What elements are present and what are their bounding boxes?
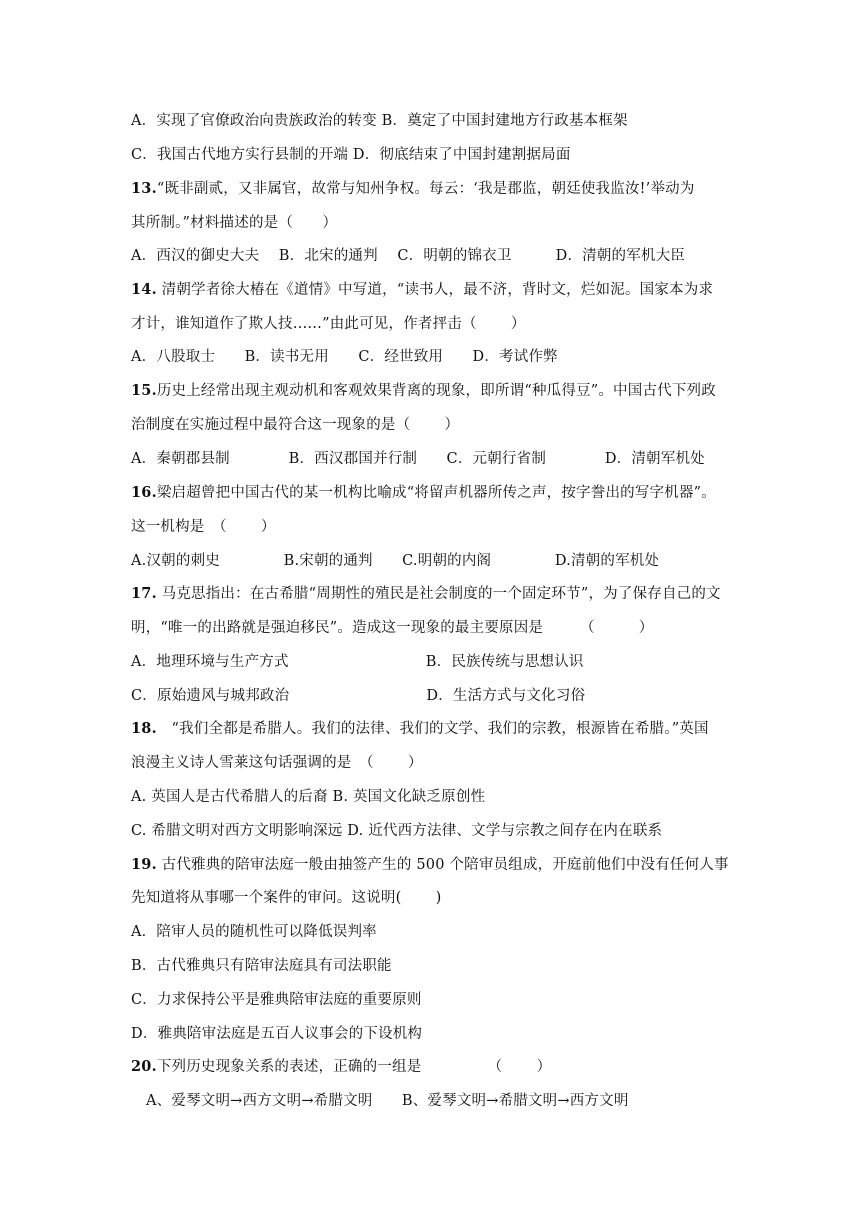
question-16-options: A.汉朝的刺史 B.宋朝的通判 C.明朝的内阁 D.清朝的军机处 bbox=[131, 553, 660, 569]
question-13-line-2: 其所制。”材料描述的是（ ） bbox=[131, 215, 338, 231]
question-15-line-2: 治制度在实施过程中最符合这一现象的是（ ） bbox=[131, 417, 460, 433]
question-19-line-1: 19. 古代雅典的陪审法庭一般由抽签产生的 500 个陪审员组成，开庭前他们中没有任何人事 bbox=[131, 856, 729, 873]
question-16-line-2: 这一机构是 （ ） bbox=[131, 519, 276, 535]
question-19-option-a: A．陪审人员的随机性可以降低误判率 bbox=[131, 924, 377, 940]
question-15-line-1: 15.历史上经常出现主观动机和客观效果背离的现象，即所谓“种瓜得豆”。中国古代下列政 bbox=[131, 382, 716, 399]
question-13-options: A．西汉的御史大夫 B．北宋的通判 C．明朝的锦衣卫 D．清朝的军机大臣 bbox=[131, 248, 686, 264]
question-20-line-1: 20.下列历史现象关系的表述，正确的一组是 （ ） bbox=[131, 1058, 552, 1075]
question-18-line-2: 浪漫主义诗人雪莱这句话强调的是 （ ） bbox=[131, 755, 423, 771]
question-14-line-2: 才计，谁知道作了欺人技……”由此可见，作者抨击（ ） bbox=[131, 316, 526, 332]
question-18-line-1: 18. “我们全都是希腊人。我们的法律、我们的文学、我们的宗教，根源皆在希腊。”英国 bbox=[131, 720, 709, 737]
question-17-options-cd: C．原始遗风与城邦政治 D．生活方式与文化习俗 bbox=[131, 688, 586, 704]
question-17-line-1: 17. 马克思指出：在古希腊“周期性的殖民是社会制度的一个固定环节”，为了保存自己的文 bbox=[131, 585, 721, 602]
question-20-options: A、爱琴文明→西方文明→希腊文明 B、爱琴文明→希腊文明→西方文明 bbox=[146, 1093, 629, 1109]
question-19-option-c: C．力求保持公平是雅典陪审法庭的重要原则 bbox=[131, 992, 422, 1008]
question-14-options: A．八股取士 B．读书无用 C．经世致用 D．考试作弊 bbox=[131, 349, 558, 365]
text-line: C．我国古代地方实行县制的开端 D．彻底结束了中国封建割据局面 bbox=[131, 147, 571, 163]
question-19-option-b: B．古代雅典只有陪审法庭具有司法职能 bbox=[131, 958, 392, 974]
question-19-line-2: 先知道将从事哪一个案件的审问。这说明( ) bbox=[131, 890, 442, 906]
question-14-line-1: 14. 清朝学者徐大椿在《道情》中写道，“读书人，最不济，背时文，烂如泥。国家本为求 bbox=[131, 281, 714, 298]
question-13-line-1: 13.“既非副贰，又非属官，故常与知州争权。每云：‘我是郡监，朝廷使我监汝!’举动为 bbox=[131, 180, 695, 197]
question-16-line-1: 16.梁启超曾把中国古代的某一机构比喻成“将留声机器所传之声，按字誊出的写字机器”。 bbox=[131, 484, 716, 501]
question-19-option-d: D．雅典陪审法庭是五百人议事会的下设机构 bbox=[131, 1026, 423, 1042]
question-17-line-2: 明，“唯一的出路就是强迫移民”。造成这一现象的最主要原因是 （ ） bbox=[131, 620, 654, 636]
question-17-options-ab: A．地理环境与生产方式 B．民族传统与思想认识 bbox=[131, 654, 584, 670]
text-line: A．实现了官僚政治向贵族政治的转变 B．奠定了中国封建地方行政基本框架 bbox=[131, 113, 628, 129]
question-18-options-cd: C. 希腊文明对西方文明影响深远 D. 近代西方法律、文学与宗教之间存在内在联系 bbox=[131, 823, 663, 839]
question-18-options-ab: A. 英国人是古代希腊人的后裔 B. 英国文化缺乏原创性 bbox=[131, 789, 486, 805]
question-15-options: A．秦朝郡县制 B．西汉郡国并行制 C．元朝行省制 D．清朝军机处 bbox=[131, 451, 705, 467]
